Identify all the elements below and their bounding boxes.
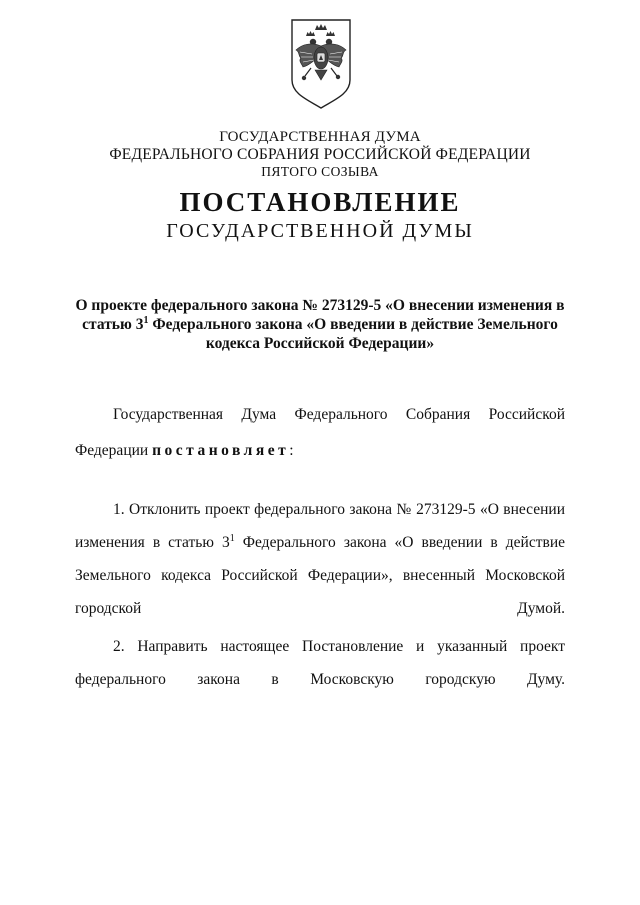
subject-line2-post: Федерального закона «О введении в действие Земельного — [148, 316, 558, 333]
item2-line2: федерального закона в Московскую городскую Думу. — [75, 671, 565, 688]
item-1-paragraph — [75, 493, 565, 625]
document-type-title: ПОСТАНОВЛЕНИЕ — [179, 187, 461, 217]
decree-verb: постановляет — [152, 442, 290, 459]
document-type-subtitle: ГОСУДАРСТВЕННОЙ ДУМЫ — [166, 220, 474, 242]
item1-line2-wrap — [75, 526, 565, 559]
intro-text-line1: Государственная Дума Федерального Собрания Российской — [113, 406, 565, 423]
convocation-label: ПЯТОГО СОЗЫВА — [261, 164, 379, 179]
subject-line2 — [60, 315, 580, 334]
subject-line3: кодекса Российской Федерации» — [205, 335, 435, 352]
document-subject — [60, 296, 580, 353]
item1-line2-post: Федерального закона «О введении в действие — [234, 534, 565, 551]
org-name-line2: ФЕДЕРАЛЬНОГО СОБРАНИЯ РОССИЙСКОЙ ФЕДЕРАЦИИ — [109, 146, 531, 163]
item2-line1-wrap — [75, 630, 565, 663]
item1-line3: Земельного кодекса Российской Федерации», внесенный Московской — [75, 567, 565, 584]
item1-line2-pre: изменения в статью 3 — [75, 534, 230, 551]
item1-line1: 1. Отклонить проект федерального закона № 273129-5 «О внесении — [113, 501, 565, 518]
russian-coat-of-arms-icon — [288, 16, 354, 110]
intro-text-line2-pre: Федерации — [75, 442, 153, 459]
subject-superscript: 1 — [143, 315, 149, 326]
intro-text-line2-post: : — [289, 442, 294, 459]
item1-line1-wrap — [75, 493, 565, 526]
org-name-line1: ГОСУДАРСТВЕННАЯ ДУМА — [219, 129, 421, 145]
item2-line1: 2. Направить настоящее Постановление и указанный проект — [113, 638, 565, 655]
subject-line1: О проекте федерального закона № 273129-5 «О внесении изменения в — [75, 297, 565, 314]
item1-line4: городской Думой. — [75, 600, 565, 617]
intro-paragraph-line2 — [75, 434, 565, 467]
item1-superscript: 1 — [229, 533, 235, 544]
subject-line2-pre: статью 3 — [82, 316, 144, 333]
intro-paragraph-line1 — [75, 398, 565, 431]
item-2-paragraph — [75, 630, 565, 696]
